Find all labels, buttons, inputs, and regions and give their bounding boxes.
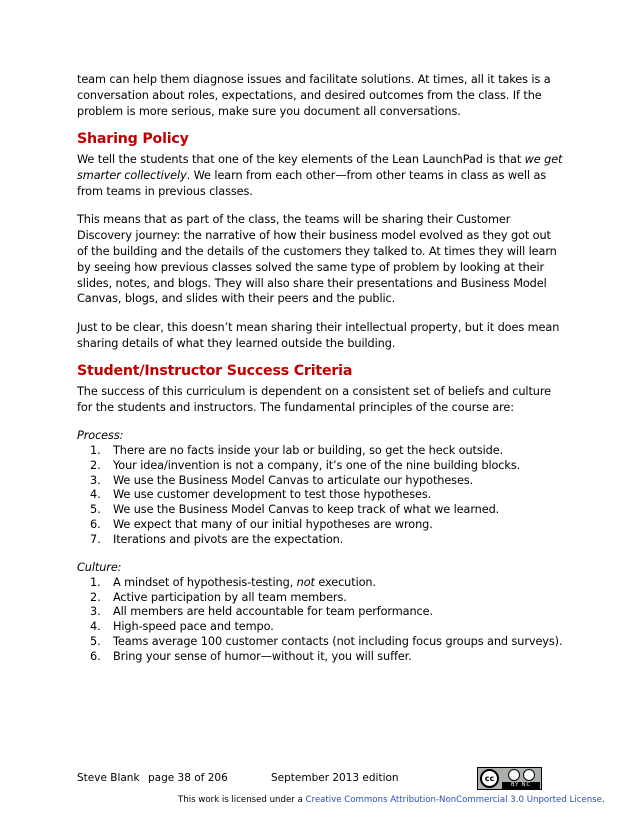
list-item: 3. All members are held accountable for team performance.: [90, 605, 434, 619]
list-item-text: Bring your sense of humor—without it, you will suffer.: [113, 649, 412, 663]
person-icon: [508, 769, 520, 781]
list-item-emphasis: not: [296, 575, 315, 589]
list-item: 6. We expect that many of our initial hypotheses are wrong.: [90, 517, 433, 531]
list-item: 4. We use customer development to test those hypotheses.: [90, 488, 432, 502]
page-content: [77, 72, 565, 665]
license-prefix: This work is licensed under a: [178, 795, 306, 805]
sharing-policy-heading: Sharing Policy: [77, 130, 189, 147]
list-item-text: We use the Business Model Canvas to keep track of what we learned.: [113, 503, 500, 517]
process-list: [77, 444, 565, 548]
footer-edition: September 2013 edition: [271, 772, 399, 784]
sharing-paragraph-1: [77, 152, 565, 200]
list-item: 6. Bring your sense of humor—without it, you will suffer.: [90, 649, 412, 663]
list-item-text: High-speed pace and tempo.: [113, 620, 274, 634]
list-item: 5. We use the Business Model Canvas to keep track of what we learned.: [90, 503, 500, 517]
license-tags: BY NC: [502, 782, 540, 789]
list-item-text: Teams average 100 customer contacts (not including focus groups and surveys).: [113, 635, 563, 649]
intro-paragraph: team can help them diagnose issues and facilitate solutions. At times, all it takes is a conversation about roles, expectations, and desired outcomes from the class. If the problem is more serious, make sure you document all conversations.: [77, 73, 551, 118]
sharing-paragraph-3: Just to be clear, this doesn’t mean sharing their intellectual property, but it does mean sharing details of what they learned outside the building.: [77, 320, 560, 350]
list-item: 7. Iterations and pivots are the expectation.: [90, 532, 344, 546]
sharing-p1-text-end: . We learn from each other—from other teams in class as well as from teams in previous classes.: [77, 168, 547, 198]
sharing-p1-text: We tell the students that one of the key elements of the Lean LaunchPad is that: [77, 152, 525, 166]
license-suffix: .: [601, 795, 605, 805]
list-item: 2. Your idea/invention is not a company, it’s one of the nine building blocks.: [90, 458, 521, 472]
list-item: 1. There are no facts inside your lab or building, so get the heck outside.: [90, 443, 504, 457]
list-item-text: Active participation by all team members.: [113, 590, 347, 604]
list-item-text: We use the Business Model Canvas to articulate our hypotheses.: [113, 473, 474, 487]
list-item: 5. Teams average 100 customer contacts (not including focus groups and surveys).: [90, 635, 563, 649]
culture-label: Culture:: [77, 560, 122, 574]
list-item: 4. High-speed pace and tempo.: [90, 620, 274, 634]
criteria-intro: The success of this curriculum is dependent on a consistent set of beliefs and culture for the students and instructors. The fundamental principles of the course are:: [77, 384, 552, 414]
sharing-p1-emphasis: we get smarter collectively: [77, 152, 563, 182]
list-item: 3. We use the Business Model Canvas to articulate our hypotheses.: [90, 473, 474, 487]
list-item-text: There are no facts inside your lab or building, so get the heck outside.: [113, 443, 504, 457]
list-item-text: We expect that many of our initial hypotheses are wrong.: [113, 517, 433, 531]
success-criteria-heading: Student/Instructor Success Criteria: [77, 362, 353, 379]
process-label: Process:: [77, 429, 124, 442]
cc-license-badge[interactable]: [477, 767, 542, 790]
nc-dollar-icon: [523, 769, 535, 781]
list-item-text: Iterations and pivots are the expectation.: [113, 532, 344, 546]
list-item-text-end: execution.: [314, 575, 376, 589]
license-link[interactable]: Creative Commons Attribution-NonCommercial 3.0 Unported License: [305, 795, 602, 805]
list-item-text: All members are held accountable for team performance.: [113, 605, 434, 619]
list-item: 1. A mindset of hypothesis-testing, not execution.: [90, 575, 376, 589]
footer-page-number: page 38 of 206: [148, 772, 228, 784]
list-item-text: We use customer development to test those hypotheses.: [113, 488, 432, 502]
list-item-text: Your idea/invention is not a company, it’s one of the nine building blocks.: [113, 458, 521, 472]
sharing-paragraph-2: This means that as part of the class, the teams will be sharing their Customer Discovery journey: the narrative of how their business model evolved as they got out of the building and the details of the customers they talked to. At times they will learn by seeing how previous classes solved the same type of problem by looking at their slides, notes, and blogs. They will also share their presentations and Business Model Canvas, blogs, and slides with their peers and the public.: [77, 212, 557, 306]
cc-icon: cc: [480, 769, 499, 788]
license-line: [178, 795, 605, 805]
culture-list: [77, 576, 565, 665]
list-item: 2. Active participation by all team members.: [90, 590, 347, 604]
license-icons: [502, 769, 540, 782]
list-item-text: A mindset of hypothesis-testing,: [113, 575, 297, 589]
footer-author: Steve Blank: [77, 772, 140, 784]
